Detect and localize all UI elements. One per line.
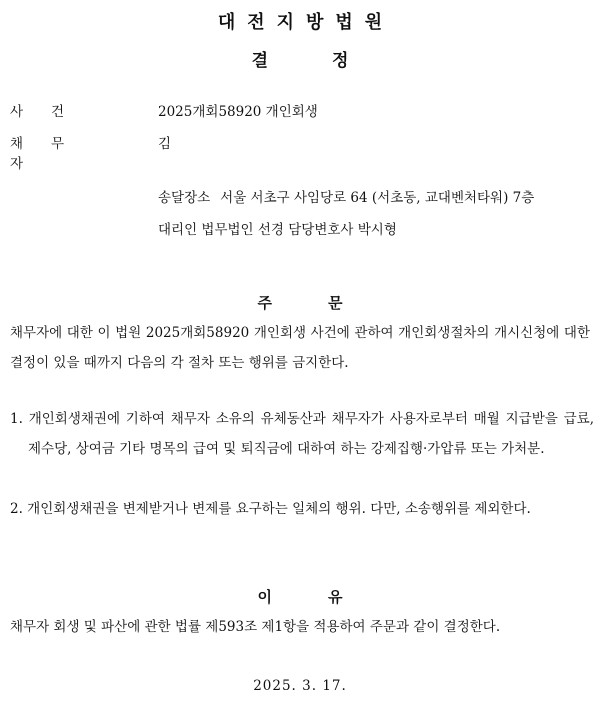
- case-row: [10, 100, 318, 120]
- order-item-1: 1. 개인회생채권에 기하여 채무자 소유의 유체동산과 채무자가 사용자로부터 매월 지급받을 급료, 제수당, 상여금 기타 명목의 급여 및 퇴직금에 대하여 하는 강제집행·가압류 또는 가처분.: [10, 411, 594, 457]
- order-item-2: 2. 개인회생채권을 변제받거나 변제를 요구하는 일체의 행위. 다만, 소송행위를 제외한다.: [10, 501, 531, 517]
- reason-text: 채무자 회생 및 파산에 관한 법률 제593조 제1항을 적용하여 주문과 같이 결정한다.: [10, 619, 501, 635]
- debtor-label: 채무자: [10, 136, 93, 172]
- legal-agent: 대리인 법무법인 선경 담당변호사 박시형: [158, 222, 397, 238]
- service-address: [158, 186, 534, 206]
- reason-title: 이유: [257, 588, 399, 606]
- court-name: 대전지방법원: [217, 12, 395, 33]
- decision-date: 2025. 3. 17.: [253, 678, 347, 694]
- order-title: 주문: [257, 294, 399, 312]
- case-value: 2025개회58920 개인회생: [158, 104, 318, 120]
- debtor-value: 김: [158, 136, 172, 152]
- service-address-value: 서울 서초구 사임당로 64 (서초동, 교대벤처타워) 7층: [220, 190, 535, 206]
- debtor-row: [10, 132, 172, 172]
- document-type-title: 결정: [251, 51, 413, 71]
- case-label: 사건: [10, 104, 93, 120]
- order-intro: 채무자에 대한 이 법원 2025개회58920 개인회생 사건에 관하여 개인회생절차의 개시신청에 대한 결정이 있을 때까지 다음의 각 절차 또는 행위를 금지한다.: [10, 325, 590, 371]
- service-address-label: 송달장소: [158, 190, 211, 206]
